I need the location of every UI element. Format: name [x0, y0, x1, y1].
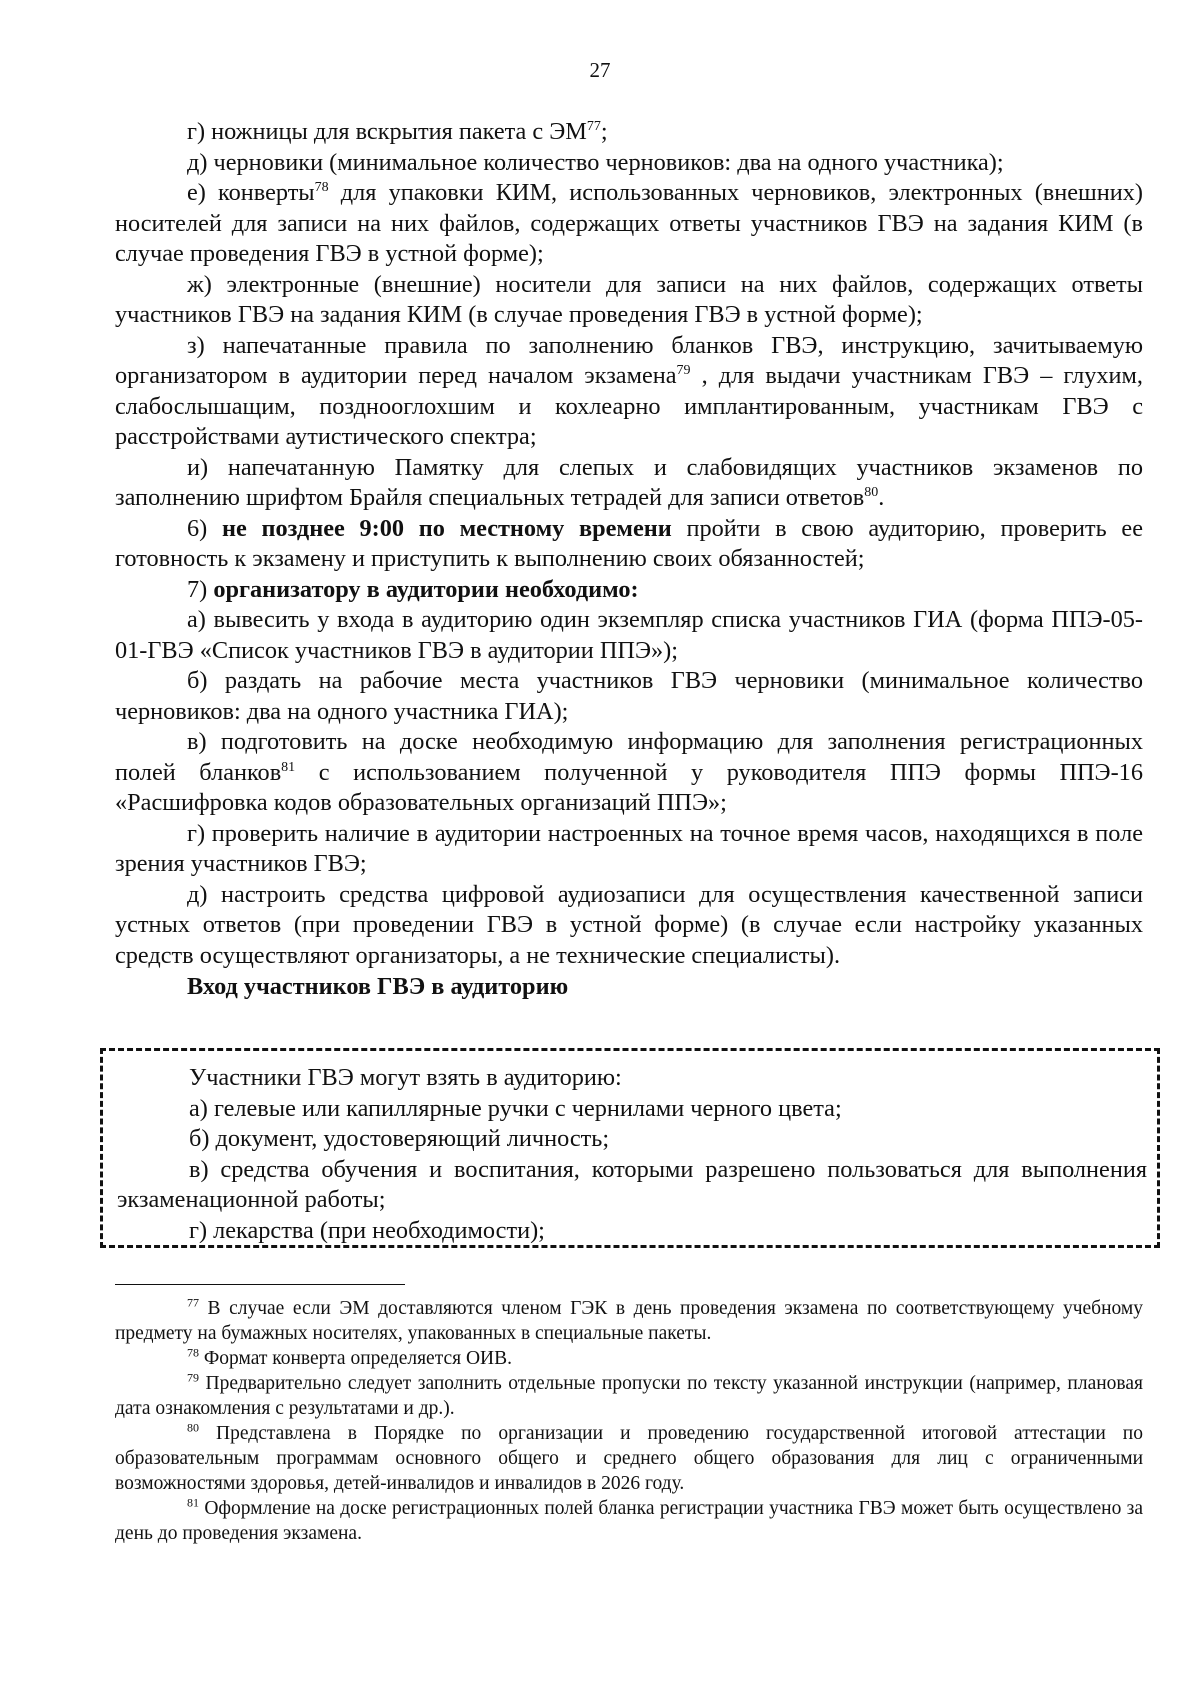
paragraph-distribute-drafts: б) раздать на рабочие места участников ГВЭ черновики (минимальное количество черновиков: два на одного участника ГИА); — [115, 667, 1143, 725]
paragraph-check-clock: г) проверить наличие в аудитории настроенных на точное время часов, находящихся в поле зрения участников ГВЭ; — [115, 819, 1143, 877]
body-text — [115, 117, 1143, 1003]
paragraph-organizer-duties: 7) организатору в аудитории необходимо: — [187, 575, 639, 603]
paragraph-arrival-time: 6) не позднее 9:00 по местному времени пройти в свою аудиторию, проверить ее готовность к экзамену и приступить к выполнению своих обязанностей; — [115, 514, 1143, 572]
footnote-ref-79[interactable]: 79 — [676, 362, 691, 378]
footnote-ref-77[interactable]: 77 — [586, 118, 601, 134]
paragraph-post-list: а) вывесить у входа в аудиторию один экземпляр списка участников ГИА (форма ППЭ-05-01-ГВЭ «Список участников ГВЭ в аудитории ППЭ»); — [115, 606, 1143, 664]
footnote-ref-78[interactable]: 78 — [314, 179, 329, 195]
bold-organizer: организатору в аудитории необходимо: — [213, 575, 639, 603]
paragraph-envelopes: е) конверты$^{78}$ для упаковки КИМ, использованных черновиков, электронных (внешних) носителей для записи на них файлов, содержащих ответы участников ГВЭ на задания КИМ (в случае проведения ГВЭ в устной форме); — [115, 179, 1143, 267]
paragraph-audio-setup: д) настроить средства цифровой аудиозаписи для осуществления качественной записи устных ответов (при проведении ГВЭ в устной форме) (в случае если настройку указанных средств осуществляют организаторы, а не технические специалисты). — [115, 880, 1143, 969]
footnote-81: $^{81}$ Оформление на доске регистрационных полей бланка регистрации участника ГВЭ может быть осуществлено за день до проведения экзамена. — [115, 1495, 1143, 1544]
bold-deadline: не позднее 9:00 по местному времени — [221, 514, 672, 542]
footnote-79: $^{79}$ Предварительно следует заполнить отдельные пропуски по тексту указанной инструкции (например, плановая дата ознакомления с результатами и др.). — [115, 1370, 1143, 1419]
paragraph-printed-rules: з) напечатанные правила по заполнению бланков ГВЭ, инструкцию, зачитываемую организатором в аудитории перед началом экзамена$^{79}$ , для выдачи участникам ГВЭ – глухим, слабослышащим, позднооглохшим и кохлеарно имплантированным, участникам ГВЭ с расстройствами аутистического спектра; — [115, 331, 1143, 450]
footnotes — [115, 1296, 1143, 1546]
footnote-ref-81[interactable]: 81 — [281, 759, 296, 775]
paragraph-board-info: в) подготовить на доске необходимую информацию для заполнения регистрационных полей бланков$^{81}$ с использованием полученной у руководителя ППЭ формы ППЭ-16 «Расшифровка кодов образовательных организаций ППЭ»; — [115, 728, 1143, 816]
box-line-intro: Участники ГВЭ могут взять в аудиторию: — [189, 1064, 622, 1091]
paragraph-braille-memo: и) напечатанную Памятку для слепых и слабовидящих участников экзаменов по заполнению шрифтом Брайля специальных тетрадей для записи ответов$^{80}$. — [115, 453, 1143, 511]
page-number: 27 — [589, 58, 611, 82]
footnote-separator — [115, 1284, 405, 1285]
box-line-aids: в) средства обучения и воспитания, которыми разрешено пользоваться для выполнения экзаменационной работы; — [117, 1155, 1147, 1213]
box-line-id-document: б) документ, удостоверяющий личность; — [189, 1125, 610, 1152]
footnote-77: $^{77}$ В случае если ЭМ доставляются членом ГЭК в день проведения экзамена по соответствующему учебному предмету на бумажных носителях, упакованных в специальные пакеты. — [115, 1295, 1143, 1344]
footnote-80: $^{80}$ Представлена в Порядке по организации и проведению государственной итоговой аттестации по образовательным программам основного общего и среднего общего образования для лиц с ограниченными возможностями здоровья, детей-инвалидов и инвалидов в 2026 году. — [115, 1420, 1143, 1494]
box-line-pens: а) гелевые или капиллярные ручки с чернилами черного цвета; — [189, 1094, 842, 1122]
paragraph-drafts: д) черновики (минимальное количество черновиков: два на одного участника); — [187, 148, 1004, 176]
paragraph-scissors: г) ножницы для вскрытия пакета с ЭМ$^{77}$; — [187, 118, 608, 145]
footnote-ref-80[interactable]: 80 — [864, 484, 879, 500]
box-line-medicine: г) лекарства (при необходимости); — [189, 1216, 545, 1244]
paragraph-storage-media: ж) электронные (внешние) носители для записи на них файлов, содержащих ответы участников ГВЭ на задания КИМ (в случае проведения ГВЭ в устной форме); — [115, 270, 1143, 328]
section-heading: Вход участников ГВЭ в аудиторию — [187, 973, 569, 1000]
footnote-78: $^{78}$ Формат конверта определяется ОИВ. — [187, 1345, 513, 1369]
dashed-info-box — [100, 1048, 1160, 1248]
info-box-content — [117, 1063, 1147, 1246]
